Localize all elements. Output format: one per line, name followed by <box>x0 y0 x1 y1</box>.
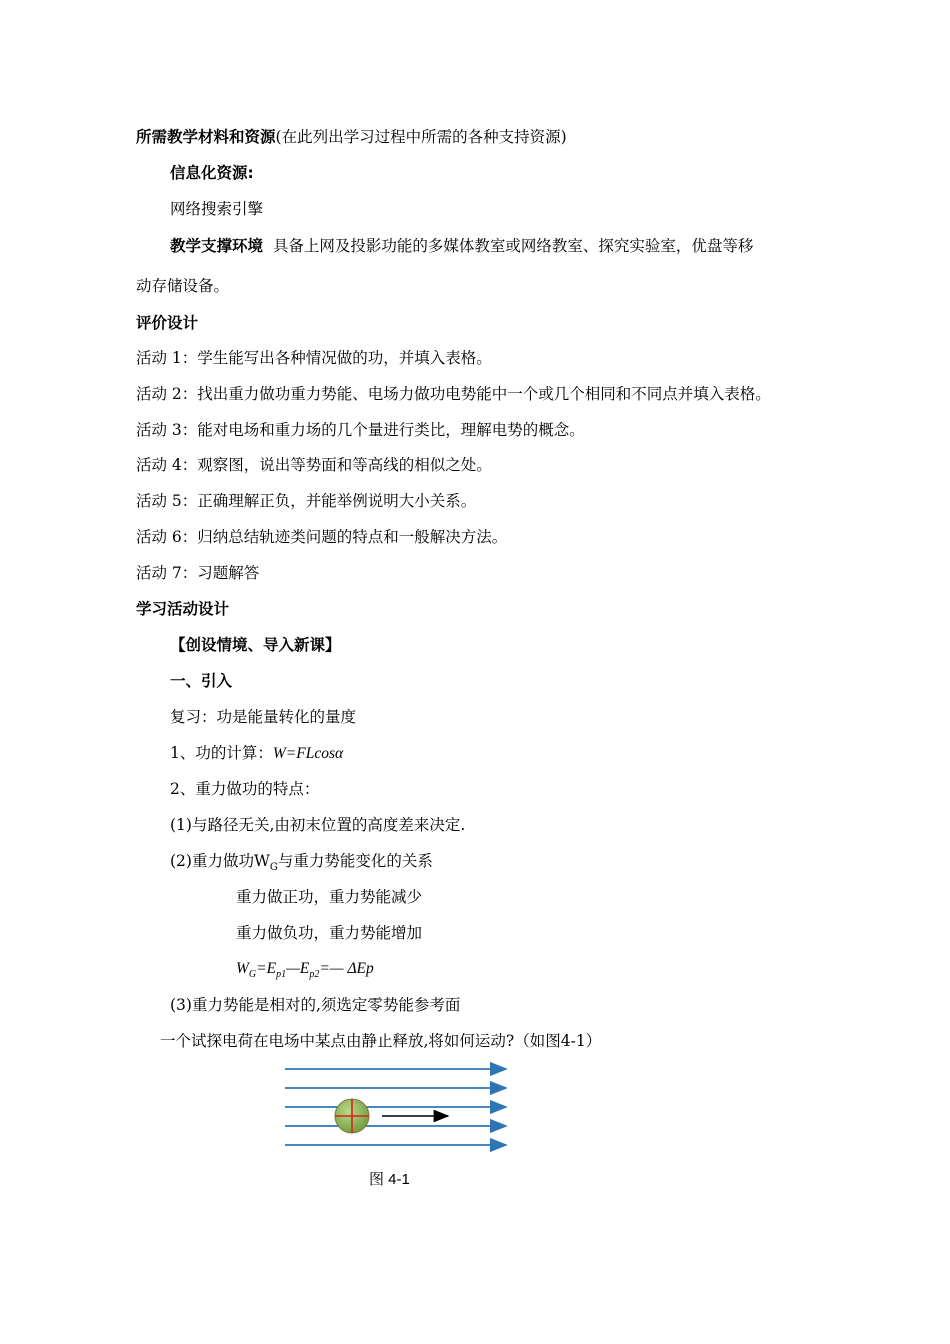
electric-field-figure <box>280 1060 520 1160</box>
evaluation-heading: 评价设计 <box>136 314 199 332</box>
materials-heading: 所需教学材料和资源 <box>136 128 276 146</box>
question-line: 一个试探电荷在电场中某点由静止释放,将如何运动?（如图4-1） <box>160 1032 602 1050</box>
activity-6: 活动 6：归纳总结轨迹类问题的特点和一般解决方法。 <box>136 528 508 546</box>
point2-line <box>170 851 433 874</box>
env-text-2: 动存储设备。 <box>136 277 230 295</box>
item2-line: 2、重力做功的特点： <box>170 780 320 798</box>
work-formula: W=FLcosα <box>272 745 344 762</box>
eq-mid2: —E <box>286 960 310 977</box>
review-line: 复习：功是能量转化的量度 <box>170 708 357 726</box>
figure-caption: 图 4-1 <box>369 1171 410 1188</box>
eq-sub2: p2 <box>309 969 320 981</box>
energy-equation <box>236 959 374 979</box>
item1-line <box>170 743 343 764</box>
info-resources-label: 信息化资源: <box>170 164 254 182</box>
point3-line: (3)重力势能是相对的,须选定零势能参考面 <box>170 996 461 1014</box>
point2-pre: (2)重力做功W <box>170 852 270 870</box>
point1-line: (1)与路径无关,由初末位置的高度差来决定. <box>170 816 466 834</box>
activity-3: 活动 3：能对电场和重力场的几个量进行类比，理解电势的概念。 <box>136 421 585 439</box>
learning-subheading: 【创设情境、导入新课】 <box>170 636 341 654</box>
eq-end: =— ΔEp <box>319 960 374 977</box>
env-label: 教学支撑环境 <box>170 237 264 255</box>
materials-heading-line <box>136 127 567 147</box>
materials-note: (在此列出学习过程中所需的各种支持资源) <box>275 128 567 146</box>
activity-5: 活动 5：正确理解正负，并能举例说明大小关系。 <box>136 492 477 510</box>
learning-heading: 学习活动设计 <box>136 600 230 618</box>
rule-negative: 重力做负功，重力势能增加 <box>236 924 423 942</box>
eq-sub1: p1 <box>276 969 287 981</box>
rule-positive: 重力做正功，重力势能减少 <box>236 888 423 906</box>
item1-label: 1、功的计算： <box>170 744 273 762</box>
eq-w: W <box>236 960 249 977</box>
activity-7: 活动 7：习题解答 <box>136 564 260 582</box>
activity-1: 活动 1：学生能写出各种情况做的功，并填入表格。 <box>136 349 492 367</box>
activity-2: 活动 2：找出重力做功重力势能、电场力做功电势能中一个或几个相同和不同点并填入表格。 <box>136 385 771 403</box>
activity-4: 活动 4：观察图，说出等势面和等高线的相似之处。 <box>136 456 492 474</box>
field-lines <box>285 1069 506 1145</box>
env-text-1: 具备上网及投影功能的多媒体教室或网络教室、探究实验室，优盘等移 <box>272 237 754 255</box>
eq-mid1: =E <box>256 960 277 977</box>
positive-charge-icon <box>335 1099 369 1133</box>
point2-post: 与重力势能变化的关系 <box>277 852 433 870</box>
info-resources-value: 网络搜索引擎 <box>170 200 264 218</box>
env-line-1 <box>170 236 753 256</box>
eq-w-sub: G <box>248 969 257 981</box>
point2-sub: G <box>269 862 278 874</box>
part-title: 一、引入 <box>170 672 233 690</box>
